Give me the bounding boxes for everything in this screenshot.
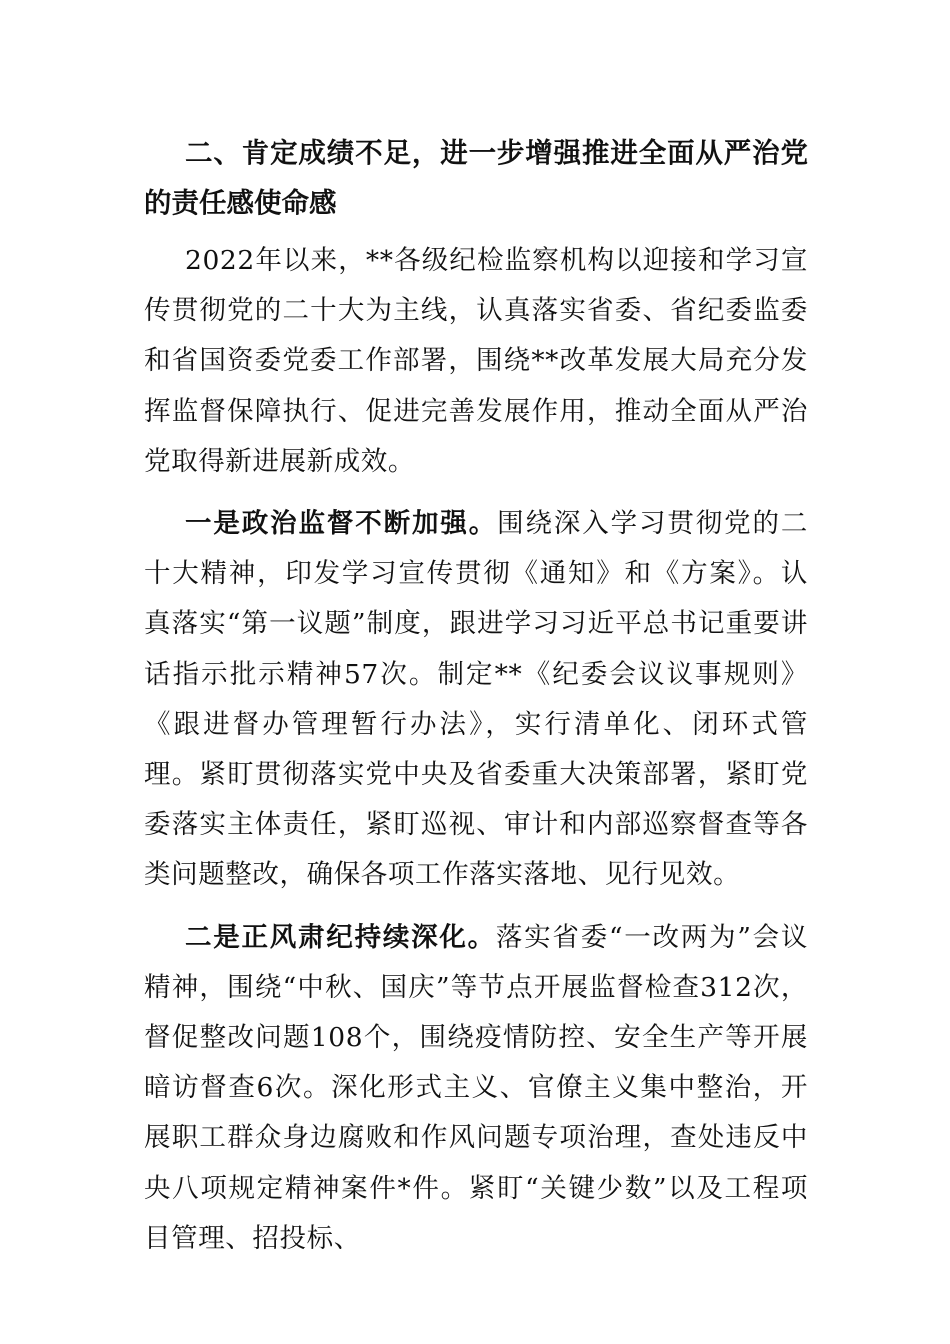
paragraph-lead: 一是政治监督不断加强。	[185, 508, 498, 540]
paragraph-lead: 二是正风肃纪持续深化。	[185, 921, 496, 953]
paragraph-political-supervision	[144, 499, 808, 901]
paragraph-body: 围绕深入学习贯彻党的二十大精神，印发学习宣传贯彻《通知》和《方案》。认真落实“第一议题”制度，跟进学习习近平总书记重要讲话指示批示精神57次。制定**《纪委会议议事规则》《跟进督办管理暂行办法》，实行清单化、闭环式管理。紧盯贯彻落实党中央及省委重大决策部署，紧盯党委落实主体责任，紧盯巡视、审计和内部巡察督查等各类问题整改，确保各项工作落实落地、见行见效。	[144, 508, 808, 891]
paragraph-discipline	[144, 913, 808, 1264]
intro-paragraph: 2022年以来，**各级纪检监察机构以迎接和学习宣传贯彻党的二十大为主线，认真落实省委、省纪委监委和省国资委党委工作部署，围绕**改革发展大局充分发挥监督保障执行、促进完善发展作用，推动全面从严治党取得新进展新成效。	[144, 245, 808, 477]
document-page	[144, 128, 808, 1276]
paragraph-body: 落实省委“一改两为”会议精神，围绕“中秋、国庆”等节点开展监督检查312次，督促整改问题108个，围绕疫情防控、安全生产等开展暗访督查6次。深化形式主义、官僚主义集中整治，开展职工群众身边腐败和作风问题专项治理，查处违反中央八项规定精神案件*件。紧盯“关键少数”以及工程项目管理、招投标、	[144, 921, 808, 1254]
section-heading: 二、肯定成绩不足，进一步增强推进全面从严治党的责任感使命感	[144, 137, 808, 219]
